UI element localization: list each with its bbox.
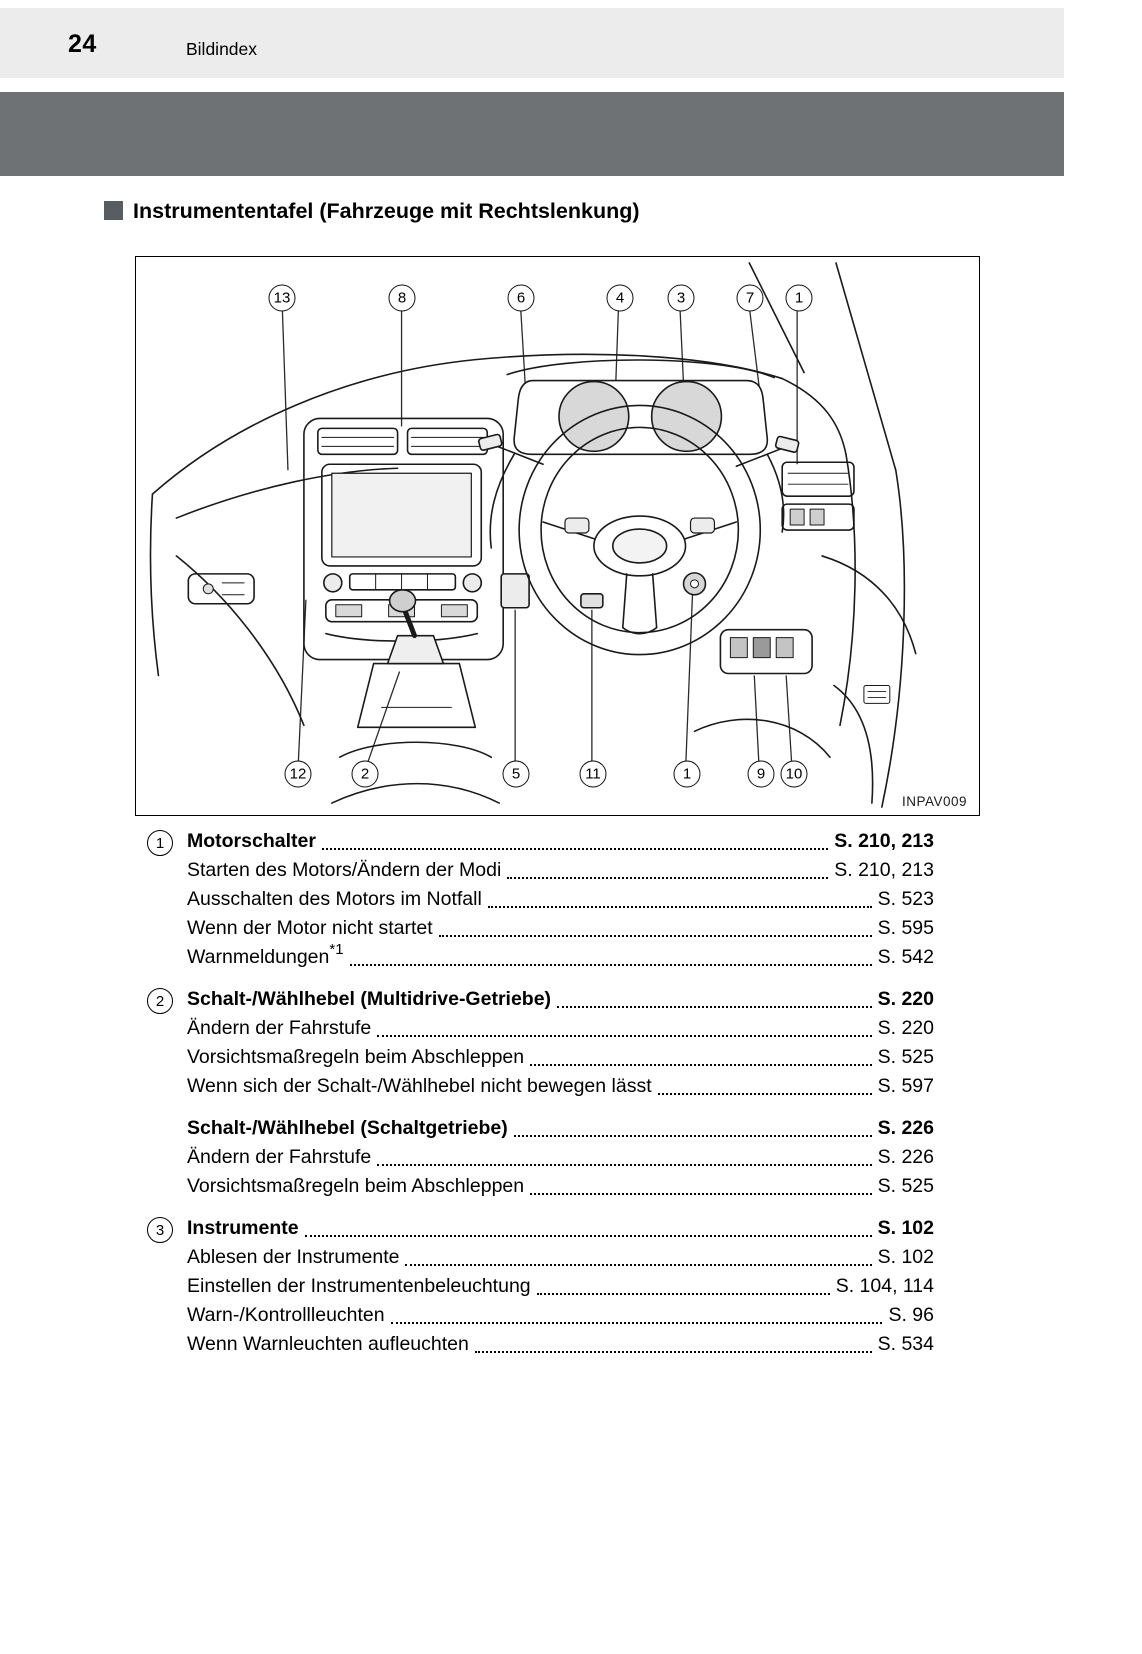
item-number-badge: 2 (147, 988, 173, 1014)
callout-1-top: 1 (786, 285, 813, 312)
index-sub-row: Einstellen der Instrumentenbeleuchtung S. 104, 114 (187, 1272, 934, 1301)
figure-code: INPAV009 (901, 794, 967, 809)
entry-title: Schalt-/Wählhebel (Multidrive-Getriebe) (187, 988, 552, 1010)
page-ref: S. 523 (877, 888, 934, 910)
page-ref: S. 597 (877, 1075, 934, 1097)
callout-8: 8 (389, 285, 416, 312)
index-sub-row: Ändern der Fahrstufe S. 220 (187, 1014, 934, 1043)
callout-3: 3 (668, 285, 695, 312)
header-section-title: Bildindex (186, 39, 258, 59)
callout-7: 7 (737, 285, 764, 312)
page-ref: S. 220 (877, 1017, 934, 1039)
entry-title: Schalt-/Wählhebel (Schaltgetriebe) (187, 1117, 508, 1139)
index-sub-row: Warnmeldungen$^{*1}$ S. 542 (187, 943, 934, 972)
index-title-row (187, 1114, 934, 1143)
dot-leader (305, 1235, 872, 1237)
callout-11: 11 (580, 761, 607, 788)
page-ref: S. 595 (877, 917, 934, 939)
index-sub-row: Ausschalten des Motors im Notfall S. 523 (187, 885, 934, 914)
item-number-badge: 1 (147, 830, 173, 856)
callout-10: 10 (781, 761, 808, 788)
item-number-badge: 3 (147, 1217, 173, 1243)
index-title-row (187, 827, 934, 856)
index-title-row (187, 1214, 934, 1243)
dot-leader (322, 848, 828, 850)
dot-leader (377, 1035, 871, 1037)
index-title-row (187, 985, 934, 1014)
index-entry-instrumente (147, 1214, 934, 1359)
page-ref: S. 525 (877, 1175, 934, 1197)
index-sub-row: Wenn Warnleuchten aufleuchten S. 534 (187, 1330, 934, 1359)
dashboard-illustration (136, 257, 979, 815)
dot-leader (507, 877, 828, 879)
page-ref: S. 102 (877, 1246, 934, 1268)
page-ref: S. 226 (877, 1146, 934, 1168)
index-entry-waehlhebel-multidrive (147, 985, 934, 1101)
index-sub-row: Ablesen der Instrumente S. 102 (187, 1243, 934, 1272)
dot-leader (557, 1006, 872, 1008)
index-sub-row: Starten des Motors/Ändern der Modi S. 210, 213 (187, 856, 934, 885)
entry-title: Instrumente (187, 1217, 299, 1239)
callout-6: 6 (508, 285, 535, 312)
page-header (0, 8, 1064, 78)
index-entry-waehlhebel-schaltgetriebe (147, 1114, 934, 1201)
callout-1-bottom: 1 (674, 761, 701, 788)
dot-leader (377, 1164, 871, 1166)
page-ref: S. 104, 114 (835, 1275, 934, 1297)
index-sub-row: Vorsichtsmaßregeln beim Abschleppen S. 525 (187, 1043, 934, 1072)
index-sub-row: Warn-/Kontrollleuchten S. 96 (187, 1301, 934, 1330)
dot-leader (514, 1135, 872, 1137)
dot-leader (537, 1293, 830, 1295)
page-ref: S. 210, 213 (834, 859, 934, 881)
section-heading (104, 197, 640, 225)
page-ref: S. 542 (877, 946, 934, 968)
dot-leader (658, 1093, 872, 1095)
index-sub-row: Wenn der Motor nicht startet S. 595 (187, 914, 934, 943)
page-ref: S. 525 (877, 1046, 934, 1068)
dot-leader (475, 1351, 872, 1353)
dot-leader (350, 964, 872, 966)
dot-leader (391, 1322, 883, 1324)
dot-leader (405, 1264, 871, 1266)
dashboard-figure (135, 256, 980, 816)
callout-4: 4 (607, 285, 634, 312)
page-ref: S. 102 (877, 1217, 934, 1239)
callout-2: 2 (352, 761, 379, 788)
callout-5: 5 (503, 761, 530, 788)
dot-leader (439, 935, 872, 937)
index-sub-row: Vorsichtsmaßregeln beim Abschleppen S. 525 (187, 1172, 934, 1201)
page-number: 24 (68, 30, 97, 58)
callout-9: 9 (748, 761, 775, 788)
footnote-marker: *1 (329, 940, 344, 958)
page-ref: S. 210, 213 (834, 830, 934, 852)
callout-13: 13 (269, 285, 296, 312)
page-ref: S. 226 (877, 1117, 934, 1139)
index-sub-row: Ändern der Fahrstufe S. 226 (187, 1143, 934, 1172)
dot-leader (530, 1193, 872, 1195)
dot-leader (488, 906, 872, 908)
page-ref: S. 534 (877, 1333, 934, 1355)
index-sub-row: Wenn sich der Schalt-/Wählhebel nicht bewegen lässt S. 597 (187, 1072, 934, 1101)
section-title: Instrumententafel (Fahrzeuge mit Rechtslenkung) (133, 199, 640, 223)
page-ref: S. 220 (877, 988, 934, 1010)
callout-12: 12 (285, 761, 312, 788)
chapter-band (0, 92, 1064, 176)
page-ref: S. 96 (888, 1304, 934, 1326)
dot-leader (530, 1064, 872, 1066)
square-bullet-icon (104, 201, 123, 220)
index-entry-motorschalter (147, 827, 934, 972)
entry-title: Motorschalter (187, 830, 316, 852)
picture-index-list (147, 827, 934, 1359)
